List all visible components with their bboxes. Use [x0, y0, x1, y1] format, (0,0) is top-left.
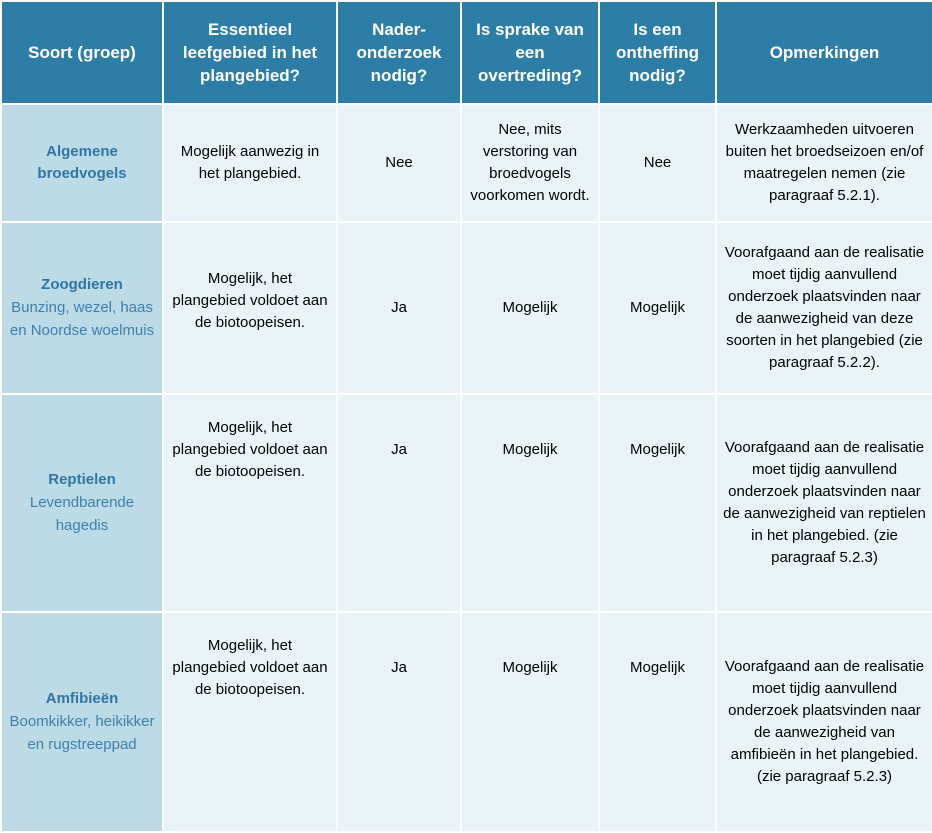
header-row — [1, 1, 932, 104]
header-leefgebied: Essentieel leefgebied in het plangebied? — [163, 1, 337, 104]
species-name: Zoogdieren — [41, 276, 123, 293]
header-ontheffing: Is een ontheffing nodig? — [599, 1, 716, 104]
overtreding-cell: Mogelijk — [461, 612, 599, 832]
overtreding-cell: Mogelijk — [461, 394, 599, 612]
species-name: Amfibieën — [45, 690, 119, 707]
species-cell — [1, 104, 163, 222]
opmerkingen-cell: Voorafgaand aan de realisatie moet tijdig aanvullend onderzoek plaatsvinden naar de aanwezigheid van reptielen in het plangebied. (zie paragraaf 5.2.3) — [716, 394, 932, 612]
header-onderzoek: Nader-onderzoek nodig? — [337, 1, 461, 104]
ontheffing-cell: Mogelijk — [599, 222, 716, 394]
header-overtreding: Is sprake van een overtreding? — [461, 1, 599, 104]
header-soort: Soort (groep) — [1, 1, 163, 104]
species-cell — [1, 222, 163, 394]
opmerkingen-cell: Voorafgaand aan de realisatie moet tijdig aanvullend onderzoek plaatsvinden naar de aanwezigheid van deze soorten in het plangebied (zie paragraaf 5.2.2). — [716, 222, 932, 394]
onderzoek-cell: Ja — [337, 222, 461, 394]
leefgebied-cell: Mogelijk, het plangebied voldoet aan de biotoopeisen. — [163, 612, 337, 832]
ontheffing-cell: Mogelijk — [599, 394, 716, 612]
species-subtitle: Bunzing, wezel, haas en Noordse woelmuis — [9, 299, 155, 339]
header-opmerkingen: Opmerkingen — [716, 1, 932, 104]
opmerkingen-cell: Werkzaamheden uitvoeren buiten het broedseizoen en/of maatregelen nemen (zie paragraaf 5.2.1). — [716, 104, 932, 222]
leefgebied-cell: Mogelijk aanwezig in het plangebied. — [163, 104, 337, 222]
onderzoek-cell: Ja — [337, 612, 461, 832]
leefgebied-cell: Mogelijk, het plangebied voldoet aan de biotoopeisen. — [163, 394, 337, 612]
species-name: Reptielen — [48, 471, 116, 488]
species-cell — [1, 394, 163, 612]
opmerkingen-cell: Voorafgaand aan de realisatie moet tijdig aanvullend onderzoek plaatsvinden naar de aanwezigheid van amfibieën in het plangebied. (zie paragraaf 5.2.3) — [716, 612, 932, 832]
table-row — [1, 394, 932, 612]
overtreding-cell: Mogelijk — [461, 222, 599, 394]
table-row — [1, 104, 932, 222]
species-name: Algemene broedvogels — [37, 143, 127, 182]
table-row — [1, 222, 932, 394]
species-subtitle: Levendbarende hagedis — [29, 494, 135, 534]
ontheffing-cell: Mogelijk — [599, 612, 716, 832]
table-row — [1, 612, 932, 832]
species-cell — [1, 612, 163, 832]
leefgebied-cell: Mogelijk, het plangebied voldoet aan de biotoopeisen. — [163, 222, 337, 394]
onderzoek-cell: Nee — [337, 104, 461, 222]
overtreding-cell: Nee, mits verstoring van broedvogels voorkomen wordt. — [461, 104, 599, 222]
species-subtitle: Boomkikker, heikikker en rugstreeppad — [9, 713, 155, 753]
onderzoek-cell: Ja — [337, 394, 461, 612]
ontheffing-cell: Nee — [599, 104, 716, 222]
